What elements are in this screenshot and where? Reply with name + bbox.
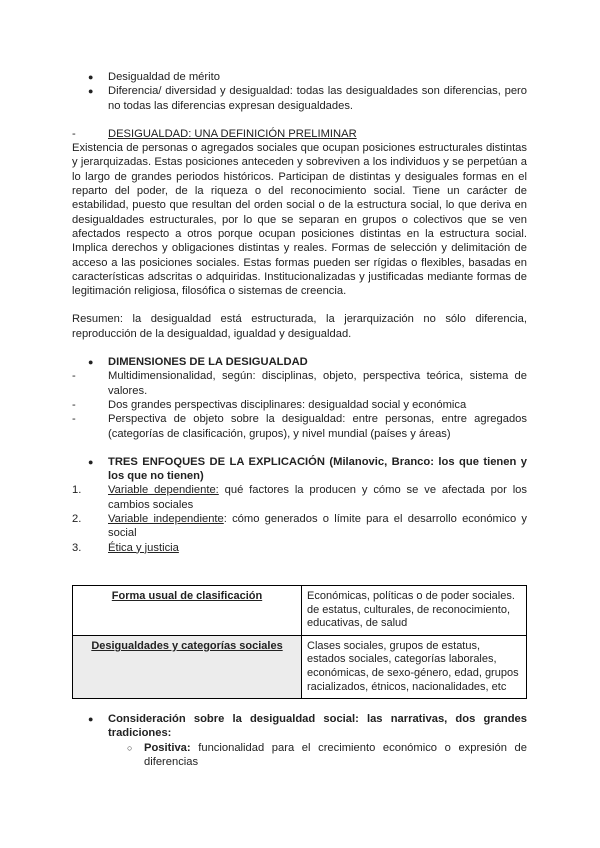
dimensions-heading: ● DIMENSIONES DE LA DESIGUALDAD: [88, 356, 308, 369]
approach-term: Variable independiente: [108, 513, 224, 526]
approach-term: Ética y justicia: [108, 541, 179, 554]
approaches-heading: ● TRES ENFOQUES DE LA EXPLICACIÓN (Milanovic, Branco: los que tienen y los que no tienen): [88, 455, 527, 483]
definition-heading: DESIGUALDAD: UNA DEFINICIÓN PRELIMINAR: [108, 127, 357, 140]
document-page: [72, 70, 527, 555]
classification-table: [72, 585, 527, 699]
circle-bullet-icon: ○: [127, 742, 133, 753]
bullet-text: Diferencia/ diversidad y desigualdad: todas las desigualdades son diferencias, pero no todas las diferencias expresan desigualdades.: [108, 85, 527, 112]
dash-marker: -: [72, 398, 76, 411]
bullet-icon: ●: [88, 357, 94, 368]
list-item: - Multidimensionalidad, según: disciplinas, objeto, perspectiva teórica, sistema de valores.: [72, 370, 527, 397]
list-item: 3. Ética y justicia: [72, 541, 179, 554]
list-item: 1. Variable dependiente: qué factores la producen y cómo se ve afectada por los cambios sociales: [72, 484, 528, 511]
table-row: [73, 635, 527, 698]
table-header-cell: Desigualdades y categorías sociales: [73, 635, 302, 698]
narratives-section: [72, 712, 527, 769]
approach-term: Variable dependiente:: [108, 484, 219, 497]
dash-marker: -: [72, 413, 76, 426]
bullet-icon: ●: [88, 86, 94, 97]
list-item: - Dos grandes perspectivas disciplinares: desigualdad social y económica: [72, 398, 467, 411]
dash-marker: -: [72, 127, 76, 140]
summary-paragraph: Resumen: la desigualdad está estructurada, la jerarquización no sólo diferencia, reproducción de la desigualdad, igualdad y desigualdad.: [72, 313, 527, 340]
bullet-icon: ●: [88, 456, 94, 467]
bullet-text: Desigualdad de mérito: [108, 71, 220, 83]
narratives-heading: ● Consideración sobre la desigualdad social: las narrativas, dos grandes tradiciones:: [88, 713, 527, 740]
dash-marker: -: [72, 370, 76, 383]
table-cell: Clases sociales, grupos de estatus, estados sociales, categorías laborales, económicas, de sexo-género, edad, grupos racializados, étnicos, nacionalidades, etc: [302, 635, 527, 698]
narrative-label: Positiva:: [144, 741, 191, 754]
list-item: [72, 84, 527, 113]
bullet-icon: ●: [88, 714, 94, 724]
section-heading-definition: [72, 127, 527, 141]
table-header-cell: Forma usual de clasificación: [73, 586, 302, 636]
table-row: [73, 586, 527, 636]
definition-paragraph: Existencia de personas o agregados sociales que ocupan posiciones estructurales distintas y jerarquizadas. Estas posiciones anteceden y sobreviven a los individuos y se perpetúan a lo largo de grandes periodos históricos. Participan de distintas y desiguales formas en el reparto del poder, de la riqueza o del reconocimiento social. Tiene un carácter de estabilidad, puesto que resultan del orden social o de la estructura social, lo que deriva en desigualdades estructurales, por lo que se separan en grupos o colectivos que se ven afectados respecto a otros porque ocupan posiciones distintas en la estructura social. Implica derechos y obligaciones distintas y reales. Formas de selección y delimitación de acceso a las posiciones sociales. Estas formas pueden ser rígidas o flexibles, basadas en características adscritas o adquiridas. Institucionalizadas y justificadas mediante formas de legitimación religiosa, filosófica o sistemas de creencia.: [72, 142, 527, 298]
bullet-icon: ●: [88, 72, 94, 82]
list-item: ○ Positiva: funcionalidad para el crecimiento económico o expresión de diferencias: [127, 741, 527, 768]
list-item: [72, 70, 527, 84]
list-item: - Perspectiva de objeto sobre la desigualdad: entre personas, entre agregados (categorías de clasificación, grupos), y nivel mundial (países y áreas): [72, 413, 527, 440]
table-cell: Económicas, políticas o de poder sociales. de estatus, culturales, de reconocimiento, educativas, de salud: [302, 586, 527, 636]
list-item: 2. Variable independiente: cómo generados o límite para el desarrollo económico y social: [72, 513, 528, 540]
